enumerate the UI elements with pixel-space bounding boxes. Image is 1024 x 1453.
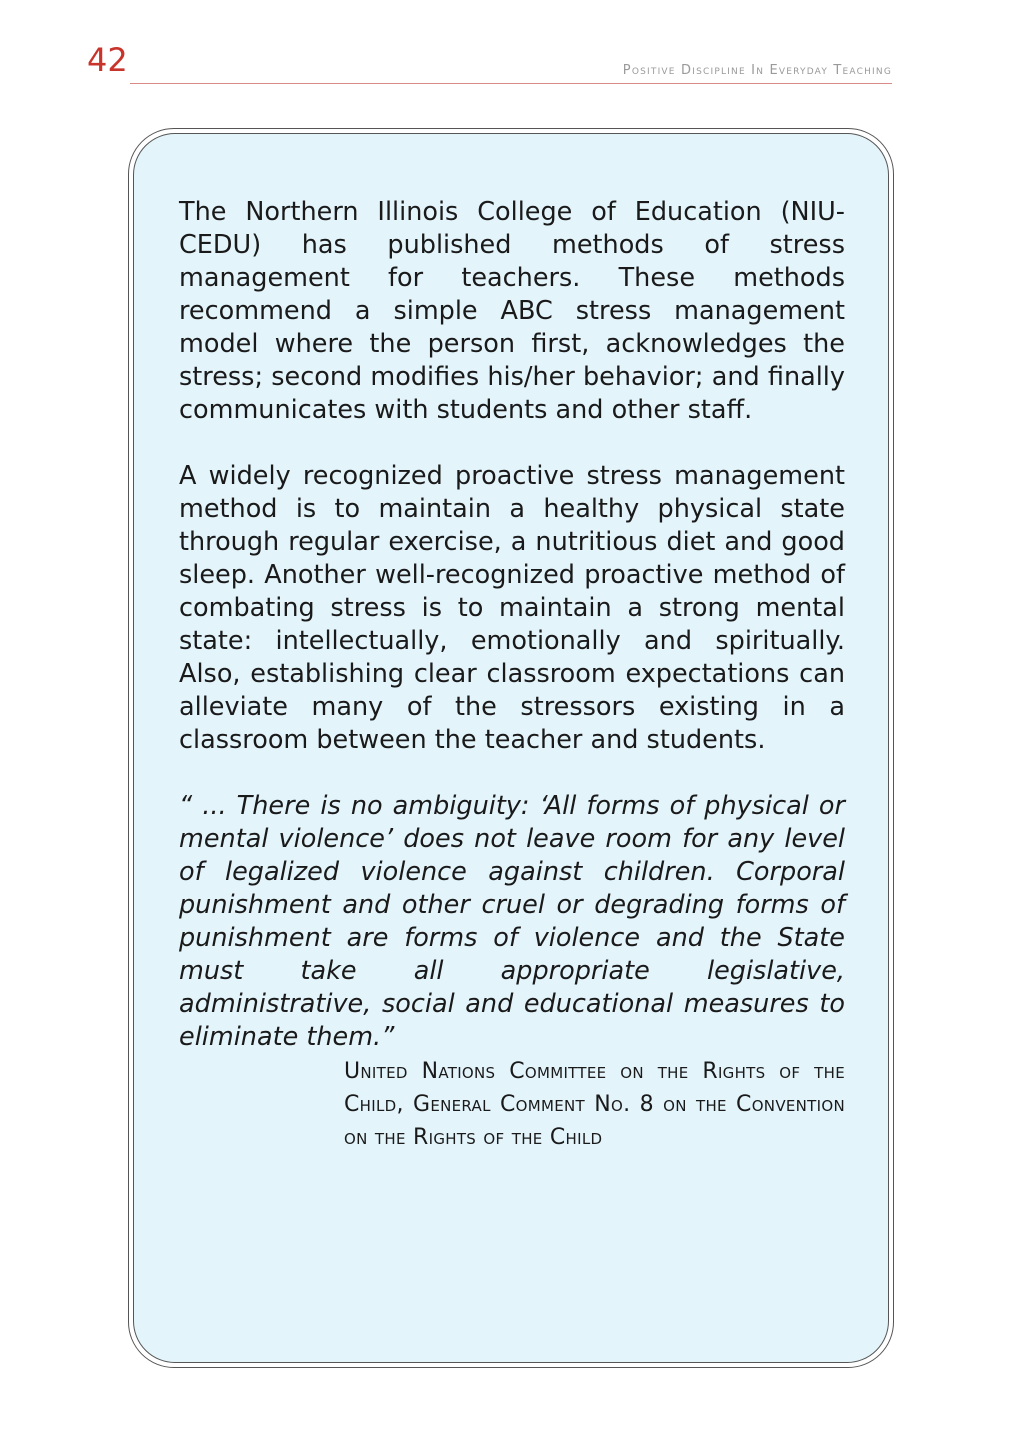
box-content	[179, 196, 845, 1087]
page-number: 42	[87, 41, 128, 79]
quote-attribution: United Nations Committee on the Rights of the Child, General Comment No. 8 on the Convention on the Rights of the Child	[344, 1059, 845, 1150]
header-rule	[130, 83, 892, 84]
paragraph-proactive-methods: A widely recognized proactive stress management method is to maintain a healthy physical state through regular exercise, a nutritious diet and good sleep. Another well-recognized proactive method of combating stress is to maintain a strong mental state: intellectually, emotionally and spiritually. Also, establishing clear classroom expectations can alleviate many of the stressors existing in a classroom between the teacher and students.	[179, 461, 845, 755]
quote: “ ... There is no ambiguity: ‘All forms of physical or mental violence’ does not leave room for any level of legalized violence against children. Corporal punishment and other cruel or degrading forms of punishment are forms of violence and the State must take all appropriate legislative, administrative, social and educational measures to eliminate them.”	[179, 791, 845, 1052]
paragraph-stress-model: The Northern Illinois College of Education (NIU-CEDU) has published methods of stress management for teachers. These methods recommend a simple ABC stress management model where the person first, acknowledges the stress; second modifies his/her behavior; and finally communicates with students and other staff.	[179, 197, 845, 425]
running-head: Positive Discipline In Everyday Teaching	[622, 63, 892, 78]
